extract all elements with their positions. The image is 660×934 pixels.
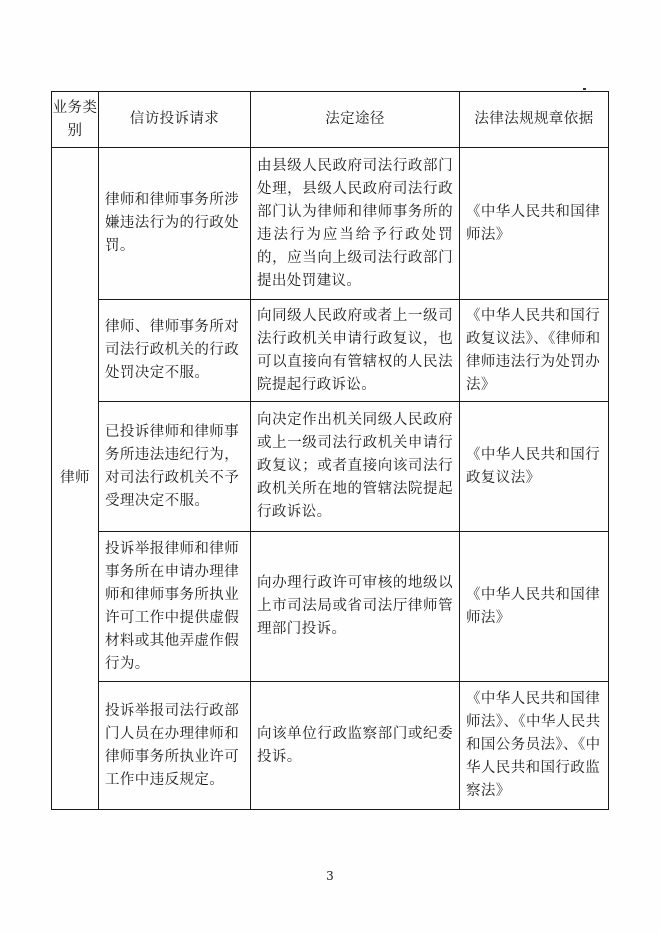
path-cell: 向同级人民政府或者上一级司法行政机关申请行政复议，也可以直接向有管辖权的人民法院提起行政诉讼。 <box>251 300 460 402</box>
header-law: 法律法规规章依据 <box>460 92 609 148</box>
table-row <box>52 300 609 402</box>
request-cell: 投诉举报律师和律师事务所在申请办理律师和律师事务所执业许可工作中提供虚假材料或其他弄虚作假行为。 <box>99 532 251 682</box>
path-cell: 向决定作出机关同级人民政府或上一级司法行政机关申请行政复议；或者直接向该司法行政机关所在地的管辖法院提起行政诉讼。 <box>251 402 460 532</box>
request-cell: 投诉举报司法行政部门人员在办理律师和律师事务所执业许可工作中违反规定。 <box>99 682 251 810</box>
request-cell: 已投诉律师和律师事务所违法违纪行为，对司法行政机关不予受理决定不服。 <box>99 402 251 532</box>
table-row <box>52 148 609 300</box>
table-row <box>52 532 609 682</box>
table-row <box>52 402 609 532</box>
law-cell: 《中华人民共和国律师法》、《中华人民共和国公务员法》、《中华人民共和国行政监察法》 <box>460 682 609 810</box>
path-cell: 由县级人民政府司法行政部门处理，县级人民政府司法行政部门认为律师和律师事务所的违法行为应当给予行政处罚的，应当向上级司法行政部门提出处罚建议。 <box>251 148 460 300</box>
request-cell: 律师、律师事务所对司法行政机关的行政处罚决定不服。 <box>99 300 251 402</box>
law-cell: 《中华人民共和国律师法》 <box>460 148 609 300</box>
scan-speck <box>583 88 586 90</box>
law-cell: 《中华人民共和国律师法》 <box>460 532 609 682</box>
table-header-row <box>52 92 609 148</box>
path-cell: 向办理行政许可审核的地级以上市司法局或省司法厅律师管理部门投诉。 <box>251 532 460 682</box>
request-cell: 律师和律师事务所涉嫌违法行为的行政处罚。 <box>99 148 251 300</box>
category-cell: 律师 <box>52 148 99 810</box>
header-path: 法定途径 <box>251 92 460 148</box>
page-number: 3 <box>326 869 334 883</box>
header-request: 信访投诉请求 <box>99 92 251 148</box>
header-category: 业务类别 <box>52 92 99 148</box>
law-cell: 《中华人民共和国行政复议法》、《律师和律师违法行为处罚办法》 <box>460 300 609 402</box>
path-cell: 向该单位行政监察部门或纪委投诉。 <box>251 682 460 810</box>
law-cell: 《中华人民共和国行政复议法》 <box>460 402 609 532</box>
table-row <box>52 682 609 810</box>
petition-channels-table <box>51 91 609 810</box>
